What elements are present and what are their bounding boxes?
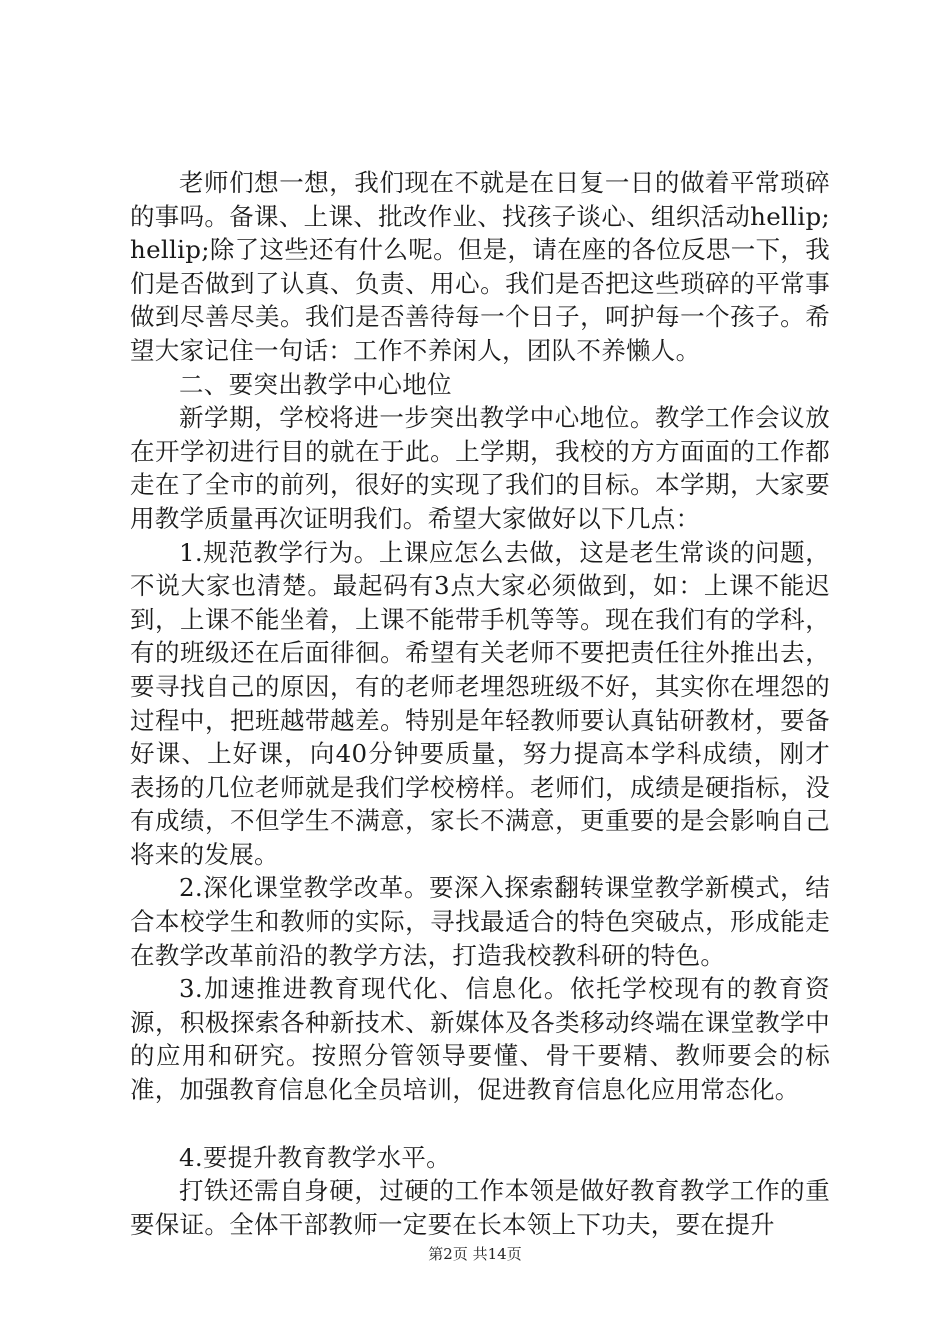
document-body bbox=[130, 166, 830, 1241]
paragraph-new-semester: 新学期，学校将进一步突出教学中心地位。教学工作会议放在开学初进行目的就在于此。上学期，我校的方方面面的工作都走在了全市的前列，很好的实现了我们的目标。本学期，大家要用教学质量再次证明我们。希望大家做好以下几点： bbox=[130, 403, 830, 533]
paragraph-point-3: 3.加速推进教育现代化、信息化。依托学校现有的教育资源，积极探索各种新技术、新媒体及各类移动终端在课堂教学中的应用和研究。按照分管领导要懂、骨干要精、教师要会的标准，加强教育信息化全员培训，促进教育信息化应用常态化。 bbox=[130, 974, 830, 1105]
page-footer: 第2页 共14页 bbox=[428, 1245, 522, 1263]
section-heading-teaching-center: 二、要突出教学中心地位 bbox=[179, 369, 452, 399]
paragraph-point-2: 2.深化课堂教学改革。要深入探索翻转课堂教学新模式，结合本校学生和教师的实际，寻找最适合的特色突破点，形成能走在教学改革前沿的教学方法，打造我校教科研的特色。 bbox=[130, 873, 830, 970]
paragraph-point-4-body: 打铁还需自身硬，过硬的工作本领是做好教育教学工作的重要保证。全体干部教师一定要在长本领上下功夫，要在提升 bbox=[130, 1176, 830, 1239]
paragraph-reflection: 老师们想一想，我们现在不就是在日复一日的做着平常琐碎的事吗。备课、上课、批改作业、找孩子谈心、组织活动hellip;hellip;除了这些还有什么呢。但是，请在座的各位反思一下，我们是否做到了认真、负责、用心。我们是否把这些琐碎的平常事做到尽善尽美。我们是否善待每一个日子，呵护每一个孩子。希望大家记住一句话：工作不养闲人，团队不养懒人。 bbox=[130, 168, 830, 365]
paragraph-point-4-heading: 4.要提升教育教学水平。 bbox=[179, 1142, 451, 1172]
paragraph-point-1: 1.规范教学行为。上课应怎么去做，这是老生常谈的问题，不说大家也清楚。最起码有3点大家必须做到，如：上课不能迟到，上课不能坐着，上课不能带手机等等。现在我们有的学科，有的班级还在后面徘徊。希望有关老师不要把责任往外推出去，要寻找自己的原因，有的老师老埋怨班级不好，其实你在埋怨的过程中，把班越带越差。特别是年轻教师要认真钻研教材，要备好课、上好课，向40分钟要质量，努力提高本学科成绩，刚才表扬的几位老师就是我们学校榜样。老师们，成绩是硬指标，没有成绩，不但学生不满意，家长不满意，更重要的是会影响自己将来的发展。 bbox=[130, 537, 830, 869]
